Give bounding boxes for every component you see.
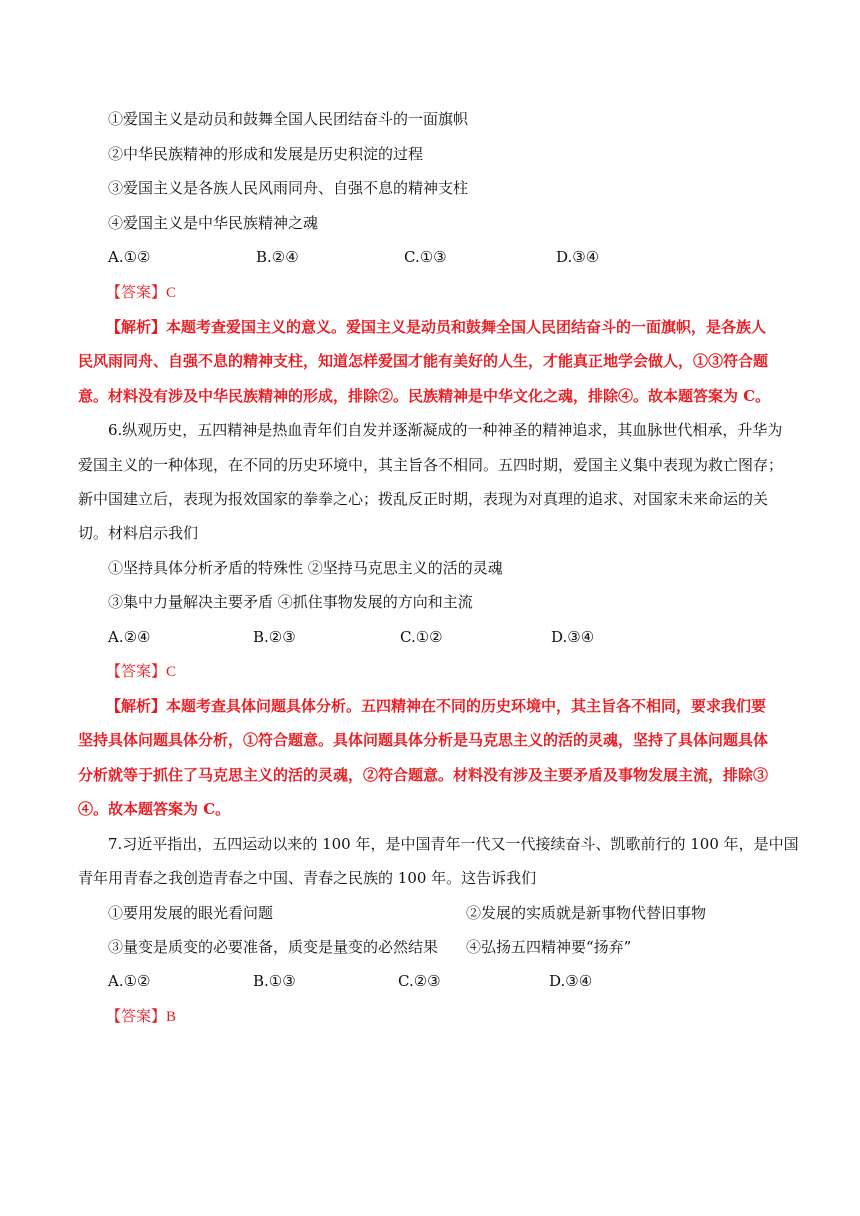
q7-answer xyxy=(106,1006,176,1026)
q5-analysis-line-1 xyxy=(106,317,766,337)
q6-option-a: A.②④ xyxy=(108,628,151,646)
q5-option-b: B.②④ xyxy=(256,248,299,266)
q7-statement-2: ②发展的实质就是新事物代替旧事物 xyxy=(466,904,707,922)
q7-statement-1: ①要用发展的眼光看问题 xyxy=(108,904,274,922)
q5-statement-4: ④爱国主义是中华民族精神之魂 xyxy=(108,214,319,232)
q6-analysis-line-2: 坚持具体问题具体分析，①符合题意。具体问题具体分析是马克思主义的活的灵魂，坚持了具体问题具体 xyxy=(78,731,769,749)
q6-option-b: B.②③ xyxy=(253,628,296,646)
analysis-tag: 【解析】 xyxy=(106,318,167,336)
q5-option-c: C.①③ xyxy=(404,248,447,266)
q7-option-b: B.①③ xyxy=(253,972,296,990)
q5-statement-2: ②中华民族精神的形成和发展是历史积淀的过程 xyxy=(108,145,424,163)
q5-analysis-line-3: 意。材料没有涉及中华民族精神的形成，排除②。民族精神是中华文化之魂，排除④。故本题答案为 C。 xyxy=(78,387,771,405)
q6-statement-line-2: ③集中力量解决主要矛盾 ④抓住事物发展的方向和主流 xyxy=(108,593,473,611)
q5-answer xyxy=(106,282,176,302)
q6-option-d: D.③④ xyxy=(551,628,595,646)
q6-option-c: C.①② xyxy=(400,628,443,646)
q6-stem-line-4: 切。材料启示我们 xyxy=(78,524,199,542)
q7-option-c: C.②③ xyxy=(398,972,441,990)
analysis-text: 本题考查具体问题具体分析。五四精神在不同的历史环境中，其主旨各不相同，要求我们要 xyxy=(166,697,767,715)
analysis-tag: 【解析】 xyxy=(106,697,167,715)
q7-statement-4: ④弘扬五四精神要“扬弃” xyxy=(466,938,632,956)
q6-analysis-line-3: 分析就等于抓住了马克思主义的活的灵魂，②符合题意。材料没有涉及主要矛盾及事物发展主流，排除③ xyxy=(78,766,769,784)
q7-option-a: A.①② xyxy=(108,972,151,990)
q6-stem-line-3: 新中国建立后，表现为报效国家的拳拳之心；拨乱反正时期，表现为对真理的追求、对国家未来命运的关 xyxy=(78,490,769,508)
answer-tag: 【答案】 xyxy=(106,662,167,680)
answer-value: C xyxy=(166,285,177,301)
q7-option-d: D.③④ xyxy=(549,972,593,990)
analysis-text: 本题考查爱国主义的意义。爱国主义是动员和鼓舞全国人民团结奋斗的一面旗帜，是各族人 xyxy=(166,318,767,336)
answer-tag: 【答案】 xyxy=(106,283,167,301)
q7-statement-3: ③量变是质变的必要准备，质变是量变的必然结果 xyxy=(108,938,439,956)
q6-statement-line-1: ①坚持具体分析矛盾的特殊性 ②坚持马克思主义的活的灵魂 xyxy=(108,559,503,577)
q5-statement-3: ③爱国主义是各族人民风雨同舟、自强不息的精神支柱 xyxy=(108,179,469,197)
q5-analysis-line-2: 民风雨同舟、自强不息的精神支柱，知道怎样爱国才能有美好的人生，才能真正地学会做人，①③符合题 xyxy=(78,352,769,370)
answer-tag: 【答案】 xyxy=(106,1007,167,1025)
q7-stem-line-1: 7.习近平指出，五四运动以来的 100 年，是中国青年一代又一代接续奋斗、凯歌前行的 100 年，是中国 xyxy=(108,835,799,853)
q7-stem-line-2: 青年用青春之我创造青春之中国、青春之民族的 100 年。这告诉我们 xyxy=(78,869,537,887)
q5-statement-1: ①爱国主义是动员和鼓舞全国人民团结奋斗的一面旗帜 xyxy=(108,110,469,128)
q6-stem-line-2: 爱国主义的一种体现，在不同的历史环境中，其主旨各不相同。五四时期，爱国主义集中表现为救亡图存； xyxy=(78,456,784,474)
answer-value: C xyxy=(166,664,177,680)
q6-stem-line-1: 6.纵观历史，五四精神是热血青年们自发并逐渐凝成的一种神圣的精神追求，其血脉世代相承，升华为 xyxy=(108,421,783,439)
q6-answer xyxy=(106,661,176,681)
answer-value: B xyxy=(166,1009,177,1025)
q5-option-a: A.①② xyxy=(108,248,151,266)
q6-analysis-line-4: ④。故本题答案为 C。 xyxy=(78,800,231,818)
q5-option-d: D.③④ xyxy=(556,248,600,266)
q6-analysis-line-1 xyxy=(106,696,766,716)
